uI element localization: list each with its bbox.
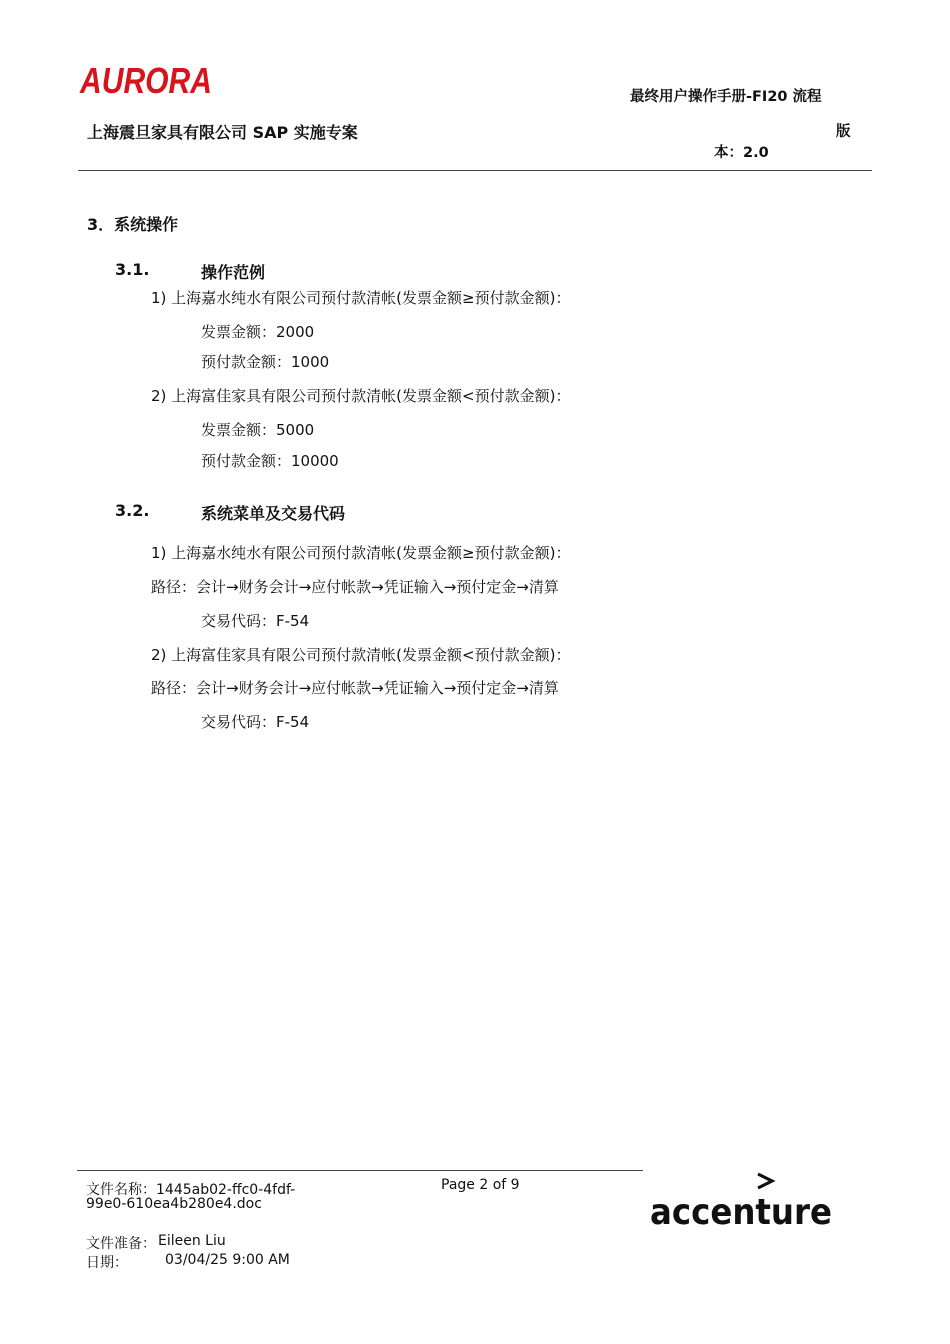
version-label-part2: 本：2.0 [714,145,769,161]
subsection-number: 3.2. [115,501,150,520]
accenture-logo-text: accenture [650,1192,832,1233]
accenture-chevron-icon [758,1174,772,1188]
accenture-logo [648,1170,840,1234]
transaction-code-1: 交易代码：F-54 [201,612,310,630]
footer-filename-line1: 文件名称：1445ab02-ffc0-4fdf- [86,1182,296,1198]
footer-prepared-label: 文件准备： [86,1236,156,1252]
subsection-number: 3.1. [115,260,150,279]
prepayment-amount-2: 预付款金额：10000 [201,452,339,470]
aurora-logo-text: AURORA [79,60,213,101]
invoice-amount-1: 发票金额：2000 [201,323,315,341]
menu-path-2: 路径：会计→财务会计→应付帐款→凭证输入→预付定金→清算 [151,679,559,697]
document-title: 最终用户操作手册-FI20 流程 [630,89,822,105]
section-heading: 3．系统操作 [87,215,179,234]
subsection-title: 系统菜单及交易代码 [201,504,346,523]
footer-filename-line2: 99e0-610ea4b280e4.doc [86,1196,262,1212]
subsection-title: 操作范例 [201,263,266,282]
footer-divider [77,1170,643,1171]
version-label-part1: 版 [836,124,851,140]
example-item-1: 1) 上海嘉水纯水有限公司预付款清帐(发票金额≥预付款金额)： [151,289,571,307]
aurora-logo [79,60,214,101]
footer-prepared-by: Eileen Liu [158,1233,226,1249]
invoice-amount-2: 发票金额：5000 [201,421,315,439]
prepayment-amount-1: 预付款金额：1000 [201,353,330,371]
footer-date-value: 03/04/25 9:00 AM [165,1252,290,1268]
transaction-code-2: 交易代码：F-54 [201,713,310,731]
example-item-2: 2) 上海富佳家具有限公司预付款清帐(发票金额<预付款金额)： [151,387,571,405]
header-divider [78,170,872,171]
footer-page-number: Page 2 of 9 [441,1177,520,1193]
company-project: 上海震旦家具有限公司 SAP 实施专案 [87,123,358,142]
menu-item-1: 1) 上海嘉水纯水有限公司预付款清帐(发票金额≥预付款金额)： [151,544,571,562]
menu-path-1: 路径：会计→财务会计→应付帐款→凭证输入→预付定金→清算 [151,578,559,596]
menu-item-2: 2) 上海富佳家具有限公司预付款清帐(发票金额<预付款金额)： [151,646,571,664]
footer-date-label: 日期： [86,1255,128,1271]
